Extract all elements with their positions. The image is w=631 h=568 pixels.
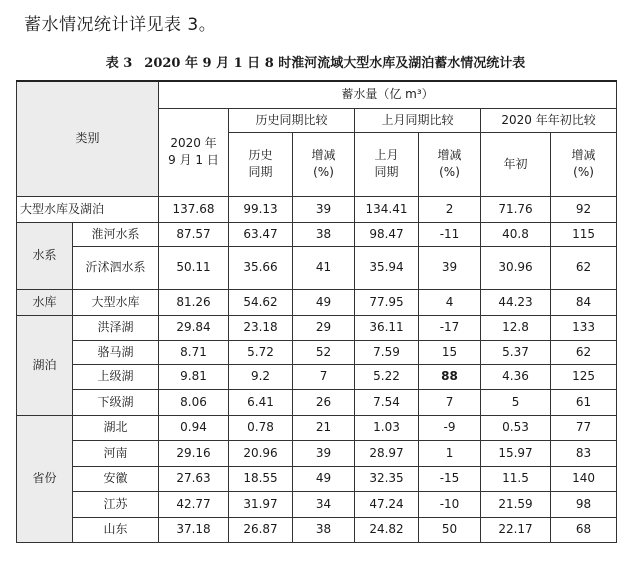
value-hist-change: 39 [293, 440, 355, 466]
value-hist-change: 34 [293, 491, 355, 517]
value-year: 12.8 [481, 315, 551, 340]
row-label: 江苏 [73, 491, 159, 517]
value-year: 5.37 [481, 340, 551, 364]
value-hist-change: 26 [293, 389, 355, 415]
table-row [17, 289, 617, 315]
value-month: 32.35 [355, 466, 419, 491]
value-hist: 54.62 [229, 289, 293, 315]
value-current: 29.84 [159, 315, 229, 340]
row-label: 淮河水系 [73, 222, 159, 246]
group-province: 省份 [17, 415, 73, 542]
header-year-change: 增减 (%) [551, 132, 617, 196]
value-year: 44.23 [481, 289, 551, 315]
value-month: 98.47 [355, 222, 419, 246]
value-current: 8.71 [159, 340, 229, 364]
table-row [17, 246, 617, 289]
value-month-change: -9 [419, 415, 481, 440]
table-row [17, 466, 617, 491]
value-hist-change: 41 [293, 246, 355, 289]
row-label: 下级湖 [73, 389, 159, 415]
value-current: 87.57 [159, 222, 229, 246]
value-year-change: 140 [551, 466, 617, 491]
header-hist-group: 历史同期比较 [229, 108, 355, 132]
value-month-change: 1 [419, 440, 481, 466]
value-month-change: -11 [419, 222, 481, 246]
value-current: 0.94 [159, 415, 229, 440]
value-hist: 20.96 [229, 440, 293, 466]
value-year-change: 68 [551, 517, 617, 542]
table-row [17, 517, 617, 542]
value-hist-change: 38 [293, 517, 355, 542]
value-current: 50.11 [159, 246, 229, 289]
value-hist: 26.87 [229, 517, 293, 542]
value-year: 4.36 [481, 364, 551, 389]
row-label: 湖北 [73, 415, 159, 440]
value-year: 11.5 [481, 466, 551, 491]
value-hist: 23.18 [229, 315, 293, 340]
value-hist-change: 29 [293, 315, 355, 340]
value-year-change: 61 [551, 389, 617, 415]
value-month: 35.94 [355, 246, 419, 289]
value-hist-change: 49 [293, 289, 355, 315]
row-label: 上级湖 [73, 364, 159, 389]
value-month: 24.82 [355, 517, 419, 542]
table-number: 表 3 [105, 56, 133, 71]
header-year-col: 年初 [481, 132, 551, 196]
value-year-change: 62 [551, 246, 617, 289]
table-row [17, 196, 617, 222]
value-hist-change: 7 [293, 364, 355, 389]
value-hist: 5.72 [229, 340, 293, 364]
table-row [17, 440, 617, 466]
header-month-group: 上月同期比较 [355, 108, 481, 132]
value-hist-change: 39 [293, 196, 355, 222]
value-month: 36.11 [355, 315, 419, 340]
value-hist: 63.47 [229, 222, 293, 246]
row-label: 沂沭泗水系 [73, 246, 159, 289]
value-month: 47.24 [355, 491, 419, 517]
value-current: 137.68 [159, 196, 229, 222]
value-year-change: 84 [551, 289, 617, 315]
value-year: 5 [481, 389, 551, 415]
header-hist-change: 增减 (%) [293, 132, 355, 196]
value-hist-change: 49 [293, 466, 355, 491]
value-month: 7.54 [355, 389, 419, 415]
value-hist: 6.41 [229, 389, 293, 415]
group-reservoir: 水库 [17, 289, 73, 315]
table-row [17, 364, 617, 389]
value-current: 27.63 [159, 466, 229, 491]
value-month-change: -17 [419, 315, 481, 340]
value-month-change: 4 [419, 289, 481, 315]
value-month-change: 7 [419, 389, 481, 415]
value-month-change: -10 [419, 491, 481, 517]
value-month-change: 50 [419, 517, 481, 542]
value-hist: 0.78 [229, 415, 293, 440]
value-year: 40.8 [481, 222, 551, 246]
row-label: 大型水库及湖泊 [17, 196, 159, 222]
value-hist: 31.97 [229, 491, 293, 517]
value-year-change: 115 [551, 222, 617, 246]
value-month-change: 88 [419, 364, 481, 389]
value-month-change: 15 [419, 340, 481, 364]
value-year-change: 83 [551, 440, 617, 466]
table-row [17, 389, 617, 415]
value-hist-change: 21 [293, 415, 355, 440]
value-month: 1.03 [355, 415, 419, 440]
value-year-change: 77 [551, 415, 617, 440]
header-month-col: 上月 同期 [355, 132, 419, 196]
value-month: 134.41 [355, 196, 419, 222]
value-current: 37.18 [159, 517, 229, 542]
value-month-change: 2 [419, 196, 481, 222]
value-hist: 18.55 [229, 466, 293, 491]
header-year-group: 2020 年年初比较 [481, 108, 617, 132]
header-storage: 蓄水量（亿 m³） [159, 81, 617, 108]
row-label: 大型水库 [73, 289, 159, 315]
value-hist: 99.13 [229, 196, 293, 222]
value-current: 8.06 [159, 389, 229, 415]
value-month: 5.22 [355, 364, 419, 389]
header-hist-col: 历史 同期 [229, 132, 293, 196]
header-month-change: 增减 (%) [419, 132, 481, 196]
value-month: 7.59 [355, 340, 419, 364]
header-date: 2020 年 9 月 1 日 [159, 108, 229, 196]
table-caption [0, 52, 631, 71]
row-label: 骆马湖 [73, 340, 159, 364]
value-current: 81.26 [159, 289, 229, 315]
table-row [17, 415, 617, 440]
row-label: 河南 [73, 440, 159, 466]
row-label: 洪泽湖 [73, 315, 159, 340]
value-hist: 9.2 [229, 364, 293, 389]
value-year: 21.59 [481, 491, 551, 517]
value-current: 42.77 [159, 491, 229, 517]
value-hist: 35.66 [229, 246, 293, 289]
value-year: 22.17 [481, 517, 551, 542]
value-year: 0.53 [481, 415, 551, 440]
group-water-system: 水系 [17, 222, 73, 289]
intro-text: 蓄水情况统计详见表 3。 [24, 15, 217, 35]
value-month: 28.97 [355, 440, 419, 466]
storage-table [16, 80, 617, 543]
value-year-change: 92 [551, 196, 617, 222]
value-year-change: 125 [551, 364, 617, 389]
value-hist-change: 38 [293, 222, 355, 246]
value-month-change: 39 [419, 246, 481, 289]
value-year: 71.76 [481, 196, 551, 222]
table-row [17, 340, 617, 364]
value-month: 77.95 [355, 289, 419, 315]
value-year: 30.96 [481, 246, 551, 289]
value-year-change: 98 [551, 491, 617, 517]
value-month-change: -15 [419, 466, 481, 491]
value-hist-change: 52 [293, 340, 355, 364]
value-current: 9.81 [159, 364, 229, 389]
table-row [17, 222, 617, 246]
header-category: 类别 [17, 81, 159, 196]
table-title: 2020 年 9 月 1 日 8 时淮河流域大型水库及湖泊蓄水情况统计表 [144, 56, 526, 71]
table-row [17, 315, 617, 340]
value-year-change: 133 [551, 315, 617, 340]
table-row [17, 491, 617, 517]
row-label: 安徽 [73, 466, 159, 491]
value-year: 15.97 [481, 440, 551, 466]
row-label: 山东 [73, 517, 159, 542]
value-current: 29.16 [159, 440, 229, 466]
value-year-change: 62 [551, 340, 617, 364]
group-lake: 湖泊 [17, 315, 73, 415]
